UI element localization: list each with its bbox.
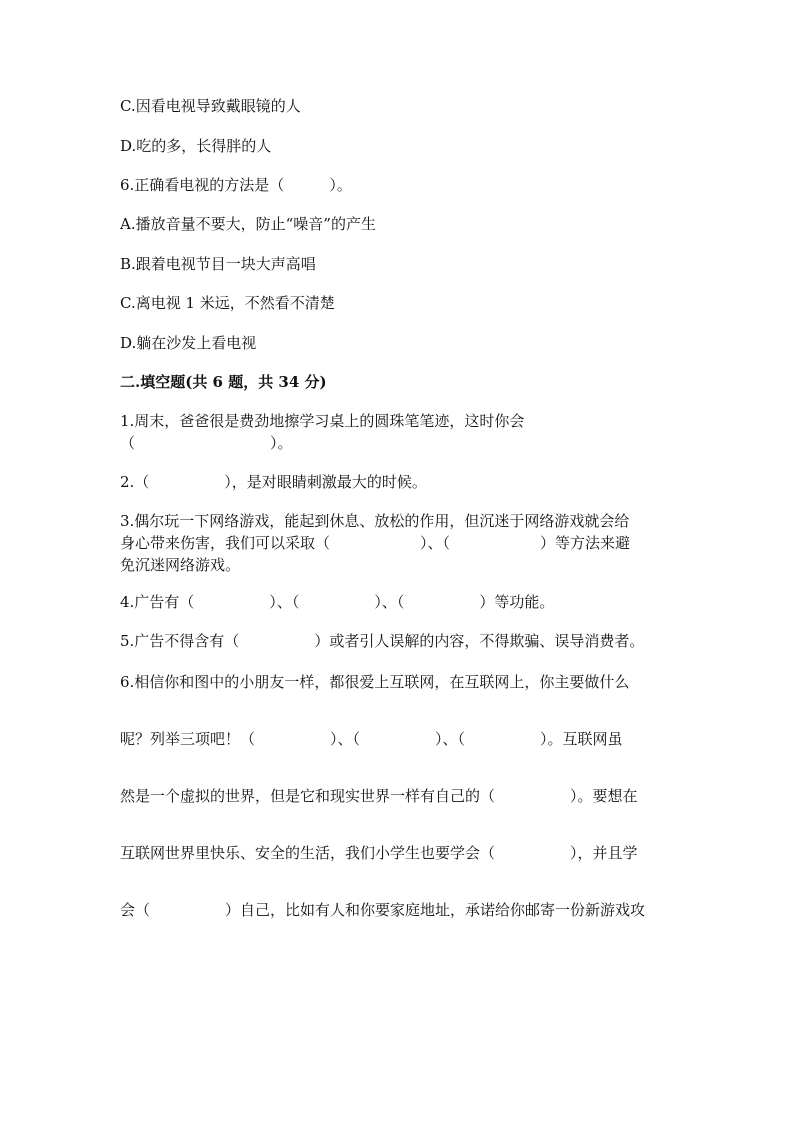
fill-q1-line1: 1.周末，爸爸很是费劲地擦学习桌上的圆珠笔笔迹，这时你会 bbox=[120, 412, 525, 430]
fill-q4: 4.广告有（ ）、（ ）、（ ）等功能。 bbox=[120, 593, 555, 611]
fill-q1-line2: （ ）。 bbox=[120, 434, 293, 452]
question-6-option-d: D.躺在沙发上看电视 bbox=[120, 334, 257, 352]
fill-q3-line3: 免沉迷网络游戏。 bbox=[120, 556, 241, 574]
fill-q6-line2: 呢？列举三项吧！（ ）、（ ）、（ ）。互联网虽 bbox=[120, 730, 623, 748]
fill-q2: 2.（ ），是对眼睛刺激最大的时候。 bbox=[120, 473, 427, 491]
fill-q6-line5: 会（ ）自己，比如有人和你要家庭地址，承诺给你邮寄一份新游戏攻 bbox=[120, 901, 646, 919]
question-6-stem: 6.正确看电视的方法是（ ）。 bbox=[120, 176, 352, 194]
option-5c: C.因看电视导致戴眼镜的人 bbox=[120, 97, 301, 115]
fill-q3-line1: 3.偶尔玩一下网络游戏，能起到休息、放松的作用，但沉迷于网络游戏就会给 bbox=[120, 512, 630, 530]
section-two-heading: 二.填空题(共 6 题，共 34 分) bbox=[120, 373, 327, 391]
question-6-option-a: A.播放音量不要大，防止“噪音”的产生 bbox=[120, 215, 376, 233]
fill-q5: 5.广告不得含有（ ）或者引人误解的内容，不得欺骗、误导消费者。 bbox=[120, 632, 645, 650]
fill-q6-line4: 互联网世界里快乐、安全的生活，我们小学生也要学会（ ），并且学 bbox=[120, 844, 638, 862]
option-5d: D.吃的多，长得胖的人 bbox=[120, 137, 272, 155]
question-6-option-b: B.跟着电视节目一块大声高唱 bbox=[120, 255, 316, 273]
question-6-option-c: C.离电视 1 米远，不然看不清楚 bbox=[120, 294, 335, 312]
fill-q6-line3: 然是一个虚拟的世界，但是它和现实世界一样有自己的（ ）。要想在 bbox=[120, 787, 638, 805]
fill-q6-line1: 6.相信你和图中的小朋友一样，都很爱上互联网，在互联网上，你主要做什么 bbox=[120, 673, 630, 691]
fill-q3-line2: 身心带来伤害，我们可以采取（ ）、（ ）等方法来避 bbox=[120, 534, 631, 552]
